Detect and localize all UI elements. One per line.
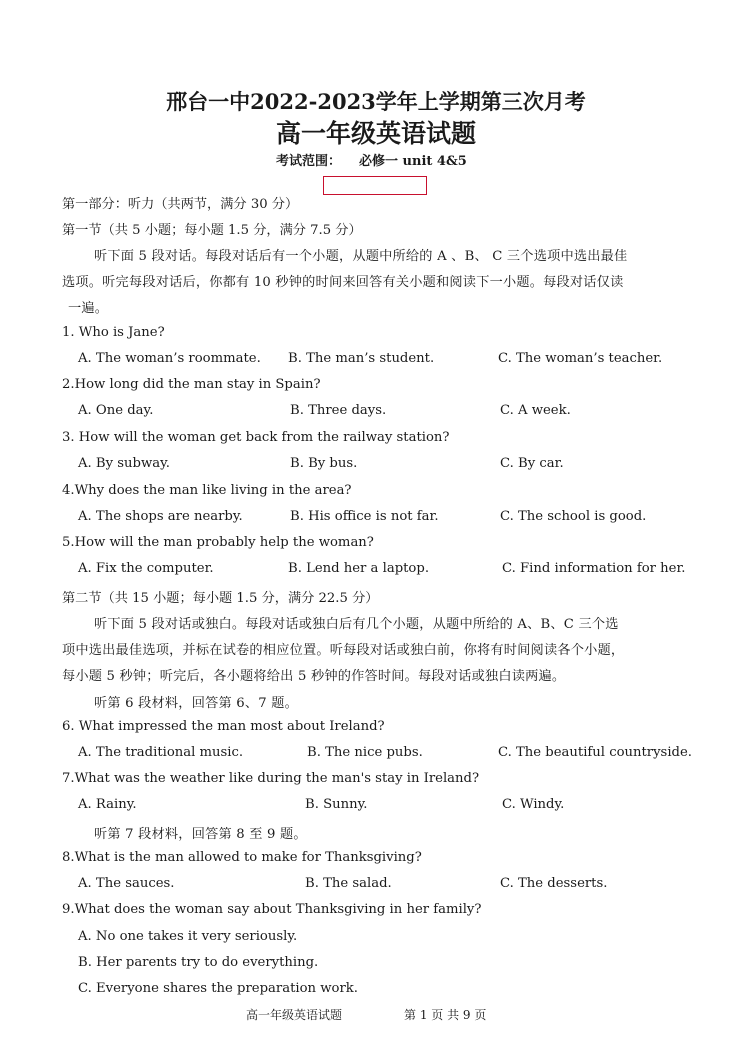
question-7: 7.What was the weather like during the man's stay in Ireland? [62, 771, 480, 786]
q4-option-c: C. The school is good. [500, 509, 647, 524]
q1-option-a: A. The woman’s roommate. [78, 351, 261, 366]
q1-option-c: C. The woman’s teacher. [498, 351, 663, 366]
footer-page-number: 第 1 页 共 9 页 [404, 1008, 487, 1022]
section1-instruction-line: 一遍。 [68, 301, 109, 316]
q6-option-c: C. The beautiful countryside. [498, 745, 692, 760]
red-annotation-box [323, 176, 427, 195]
section2-instruction-line: 项中选出最佳选项，并标在试卷的相应位置。听每段对话或独白前，你将有时间阅读各个小题， [62, 643, 625, 658]
q7-option-b: B. Sunny. [305, 797, 368, 812]
exam-title: 邢台一中2022-2023学年上学期第三次月考 [166, 89, 586, 114]
q1-option-b: B. The man’s student. [288, 351, 435, 366]
q2-option-c: C. A week. [500, 403, 571, 418]
part1-heading: 第一部分：听力（共两节，满分 30 分） [62, 197, 299, 212]
question-8: 8.What is the man allowed to make for Thanksgiving? [62, 850, 422, 865]
q8-option-a: A. The sauces. [78, 876, 175, 891]
section2-instruction-line: 每小题 5 秒钟；听完后，各小题将给出 5 秒钟的作答时间。每段对话或独白读两遍。 [62, 669, 566, 684]
footer-subject: 高一年级英语试题 [246, 1008, 343, 1022]
q3-option-c: C. By car. [500, 456, 564, 471]
q3-option-a: A. By subway. [78, 456, 170, 471]
material-7-note: 听第 7 段材料，回答第 8 至 9 题。 [94, 827, 307, 842]
question-2: 2.How long did the man stay in Spain? [62, 377, 321, 392]
q8-option-b: B. The salad. [305, 876, 392, 891]
question-4: 4.Why does the man like living in the area? [62, 483, 352, 498]
question-9: 9.What does the woman say about Thanksgiving in her family? [62, 902, 482, 917]
section1-instruction-line: 听下面 5 段对话。每段对话后有一个小题，从题中所给的 A 、B、 C 三个选项中选出最佳 [94, 249, 628, 264]
q7-option-c: C. Windy. [502, 797, 565, 812]
q8-option-c: C. The desserts. [500, 876, 608, 891]
q5-option-a: A. Fix the computer. [78, 561, 214, 576]
exam-scope [276, 150, 467, 169]
q9-option-a: A. No one takes it very seriously. [78, 929, 298, 944]
q6-option-b: B. The nice pubs. [307, 745, 423, 760]
q9-option-b: B. Her parents try to do everything. [78, 955, 319, 970]
q4-option-a: A. The shops are nearby. [78, 509, 243, 524]
q2-option-a: A. One day. [78, 403, 154, 418]
section1-heading: 第一节（共 5 小题；每小题 1.5 分，满分 7.5 分） [62, 223, 362, 238]
question-1: 1. Who is Jane? [62, 325, 165, 340]
question-6: 6. What impressed the man most about Ireland? [62, 719, 385, 734]
scope-label: 考试范围： [276, 154, 342, 169]
q2-option-b: B. Three days. [290, 403, 387, 418]
q3-option-b: B. By bus. [290, 456, 358, 471]
exam-subtitle: 高一年级英语试题 [275, 119, 476, 148]
q9-option-c: C. Everyone shares the preparation work. [78, 981, 358, 996]
question-5: 5.How will the man probably help the woman? [62, 535, 374, 550]
question-3: 3. How will the woman get back from the railway station? [62, 430, 450, 445]
q7-option-a: A. Rainy. [78, 797, 137, 812]
q5-option-c: C. Find information for her. [502, 561, 686, 576]
q4-option-b: B. His office is not far. [290, 509, 439, 524]
section2-heading: 第二节（共 15 小题；每小题 1.5 分，满分 22.5 分） [62, 591, 379, 606]
section1-instruction-line: 选项。听完每段对话后，你都有 10 秒钟的时间来回答有关小题和阅读下一小题。每段对话仅读 [62, 275, 624, 290]
q5-option-b: B. Lend her a laptop. [288, 561, 430, 576]
q6-option-a: A. The traditional music. [78, 745, 244, 760]
scope-value: 必修一 unit 4&5 [359, 154, 467, 169]
material-6-note: 听第 6 段材料，回答第 6、7 题。 [94, 696, 298, 711]
section2-instruction-line: 听下面 5 段对话或独白。每段对话或独白后有几个小题，从题中所给的 A、B、C 三个选 [94, 617, 619, 632]
